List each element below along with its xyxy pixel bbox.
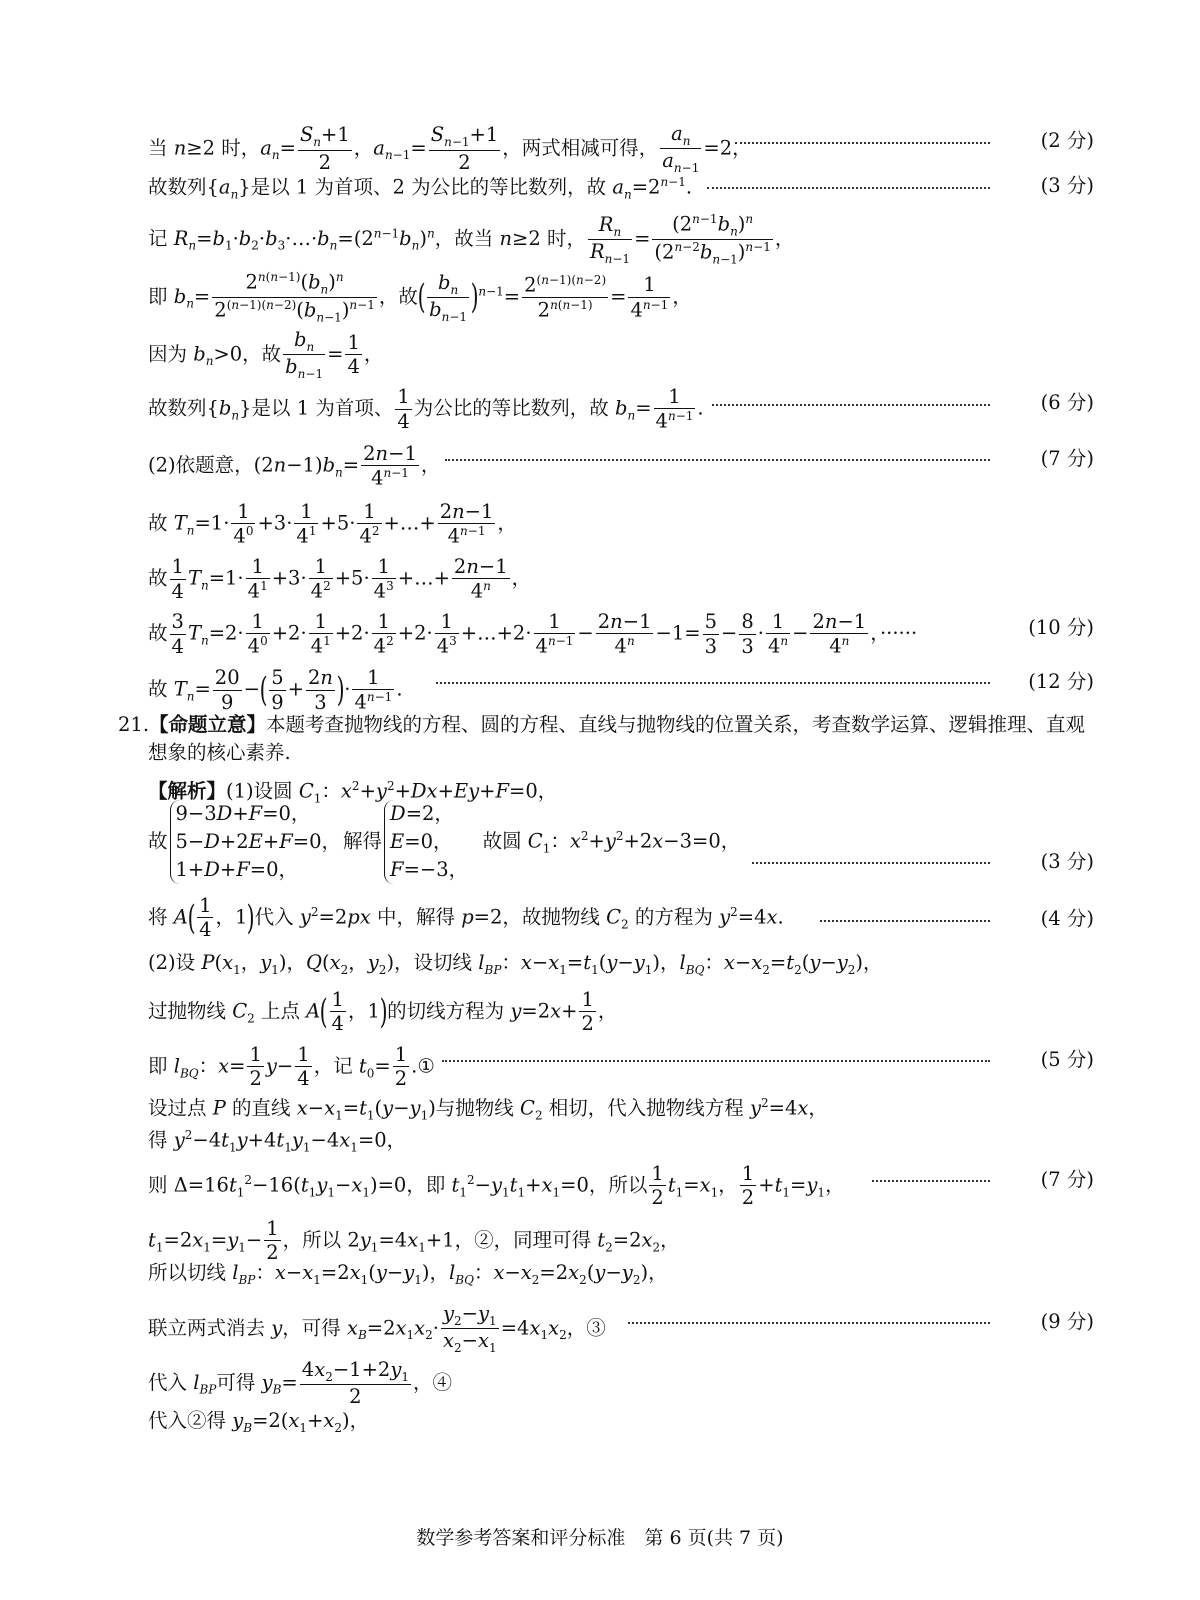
q21-header-cont: 想象的核心素养.: [148, 741, 291, 764]
line-tangent-a: 过抛物线 $C_2$ 上点 A( $\frac{1}{4}$ ，1)的切线方程为 y=2x+ $\frac{1}{2}$ ，: [148, 988, 618, 1036]
leader-dots: [712, 404, 990, 406]
leader-dots: [707, 187, 990, 189]
q21-header: 21.【命题立意】本题考查抛物线的方程、圆的方程、直线与抛物线的位置关系，考查数学运算、逻辑推理、直观: [118, 713, 1086, 736]
line-tn-result: 故 $T_n=$ $\frac{20}{9}$ −( $\frac{5}{9}$ + $\frac{2n}{3}$ )· $\frac{1}{4^{n-1}}$ .: [148, 666, 403, 714]
leader-dots: [442, 1060, 990, 1062]
line-tn-sum: 故 $T_n=1\cdot$ $\frac{1}{4^0}$ +3· $\frac{1}{4^1}$ +5· $\frac{1}{4^2}$ +…+ $\frac{2n-1}{4^{n-1}}$ ，: [148, 500, 517, 548]
leader-dots: [735, 142, 990, 144]
line-quadratic: 得 $y^2-4t_1y+4t_1y_1-4x_1=0$，: [148, 1128, 407, 1155]
score-3b: (3 分): [1040, 850, 1094, 873]
line-tangent-setup: (2)设 $P(x_1$，$y_1$)，$Q(x_2$，$y_2$)，设切线 $l_{BP}$：$x-x_1=t_1(y-y_1)$，$l_{BQ}$：$x-x_2=t_2(y-y_2)$，: [148, 951, 883, 977]
line-an-geometric: 故数列$\{a_n\}$是以 1 为首项、2 为公比的等比数列，故 $a_n=2^{n-1}$.: [148, 175, 693, 202]
line-circle-setup: 【解析】(1)设圆 $C_1$：$x^2+y^2+Dx+Ey+F=0$，: [148, 779, 558, 806]
leader-dots: [820, 920, 990, 922]
line-yb-final: 代入②得 $y_B=2(x_1+x_2)$，: [148, 1409, 370, 1435]
score-10: (10 分): [1028, 616, 1094, 639]
leader-dots: [436, 682, 990, 684]
line-parabola: 将 A( $\frac{1}{4}$ ，1)代入 $y^2=2px$ 中，解得 p=2，故抛物线 $C_2$ 的方程为 $y^2=4x$.: [148, 894, 784, 942]
line-xb: 联立两式消去 y，可得 $x_B=2x_1x_2\cdot$ $\frac{y_2-y_1}{x_2-x_1}$ $=4x_1x_2$，③: [148, 1302, 606, 1356]
page-footer: 数学参考答案和评分标准 第 6 页(共 7 页): [416, 1527, 784, 1549]
line-an-recurrence: 当 n≥2 时，$a_n=$ $\frac{S_n+1}{2}$ ，$a_{n-1}=$ $\frac{S_{n-1}+1}{2}$ ，两式相减可得， $\frac{a_n}{a_{n-1}}$ =2，: [148, 122, 752, 176]
leader-dots: [752, 862, 990, 864]
line-yb: 代入 $l_{BP}$可得 $y_B=$ $\frac{4x_2-1+2y_1}{2}$ ，④: [148, 1358, 453, 1409]
score-6: (6 分): [1040, 391, 1094, 414]
leader-dots: [872, 1180, 990, 1182]
score-5: (5 分): [1040, 1048, 1094, 1071]
line-bn-positive: 因为 $b_n>0$，故 $\frac{b_n}{b_{n-1}}$ = $\frac{1}{4}$ ，: [148, 328, 384, 382]
score-3: (3 分): [1040, 174, 1094, 197]
line-quarter-tn: 故 $\frac{1}{4}$ $T_n=1\cdot$ $\frac{1}{4^1}$ +3· $\frac{1}{4^2}$ +5· $\frac{1}{4^3}$ +…+ $\frac{2n-1}{4^n}$ ，: [148, 555, 532, 603]
score-7b: (7 分): [1040, 1168, 1094, 1191]
score-2: (2 分): [1040, 129, 1094, 152]
line-three-quarter-tn: 故 $\frac{3}{4}$ $T_n=2\cdot$ $\frac{1}{4^0}$ +2· $\frac{1}{4^1}$ +2· $\frac{1}{4^2}$ +2· $\frac{1}{4^3}$ +…+2· $\frac{1}{4^{n-1}}$ − $\frac{2n-1}{4^n}$ −1= $\frac{5}{3}$ − $\frac{8}{3}$ · $\frac{1}{4^n}$ − $\frac{2n-1}{4^n}$ ，······: [148, 610, 918, 658]
line-tangent-p: 设过点 P 的直线 $x-x_1=t_1(y-y_1)$与抛物线 $C_2$ 相切，代入抛物线方程 $y^2=4x$，: [148, 1096, 828, 1123]
line-circle-system: 故 9−3D+F=0， 5−D+2E+F=0， 1+D+F=0， 解得 D=2， E=0， F=−3， 故圆 $C_1$：$x^2+y^2+2x-3=0$，: [148, 800, 740, 884]
score-4: (4 分): [1040, 907, 1094, 930]
line-discriminant: 则 $\Delta=16t_1^2-16(t_1y_1-x_1)=0$，即 $t_1^2-y_1t_1+x_1=0$，所以 $\frac{1}{2}$ $t_1=x_1$， $\frac{1}{2}$ $+t_1=y_1$，: [148, 1162, 845, 1210]
line-part2: (2)依题意，$(2n-1)b_n=$ $\frac{2n-1}{4^{n-1}}$ ，: [148, 442, 441, 490]
leader-dots: [628, 1322, 990, 1324]
line-bn-ratio: 即 $b_n=$ $\frac{2^{n(n-1)}(b_n)^n}{2^{(n-1)(n-2)}(b_{n-1})^{n-1}}$ ，故( $\frac{b_n}{b_{n-1}}$ )$^{n-1}$= $\frac{2^{(n-1)(n-2)}}{2^{n(n-1)}}$ = $\frac{1}{4^{n-1}}$ ，: [148, 270, 692, 325]
score-12: (12 分): [1028, 670, 1094, 693]
score-7: (7 分): [1040, 447, 1094, 470]
line-bn-geometric: 故数列$\{b_n\}$是以 1 为首项、 $\frac{1}{4}$ 为公比的等比数列，故 $b_n=$ $\frac{1}{4^{n-1}}$ .: [148, 385, 704, 433]
leader-dots: [445, 459, 990, 461]
line-rn-def: 记 $R_n=b_1\cdot b_2\cdot b_3\cdot\dots\cdot b_n=(2^{n-1}b_n)^n$，故当 n≥2 时， $\frac{R_n}{R_{n-1}}$ = $\frac{(2^{n-1}b_n)^n}{(2^{n-2}b_{n-1})^{n-1}}$ ，: [148, 212, 795, 267]
score-9: (9 分): [1040, 1310, 1094, 1333]
line-tangents: 所以切线 $l_{BP}$：$x-x_1=2x_1(y-y_1)$，$l_{BQ}$：$x-x_2=2x_2(y-y_2)$，: [148, 1261, 668, 1287]
line-lbq: 即 $l_{BQ}$：x= $\frac{1}{2}$ y− $\frac{1}{4}$ ，记 $t_0=$ $\frac{1}{2}$ .①: [148, 1043, 435, 1091]
line-t1: $t_1=2x_1=y_1-$ $\frac{1}{2}$ ，所以 $2y_1=4x_1+1$，②，同理可得 $t_2=2x_2$，: [148, 1217, 680, 1265]
